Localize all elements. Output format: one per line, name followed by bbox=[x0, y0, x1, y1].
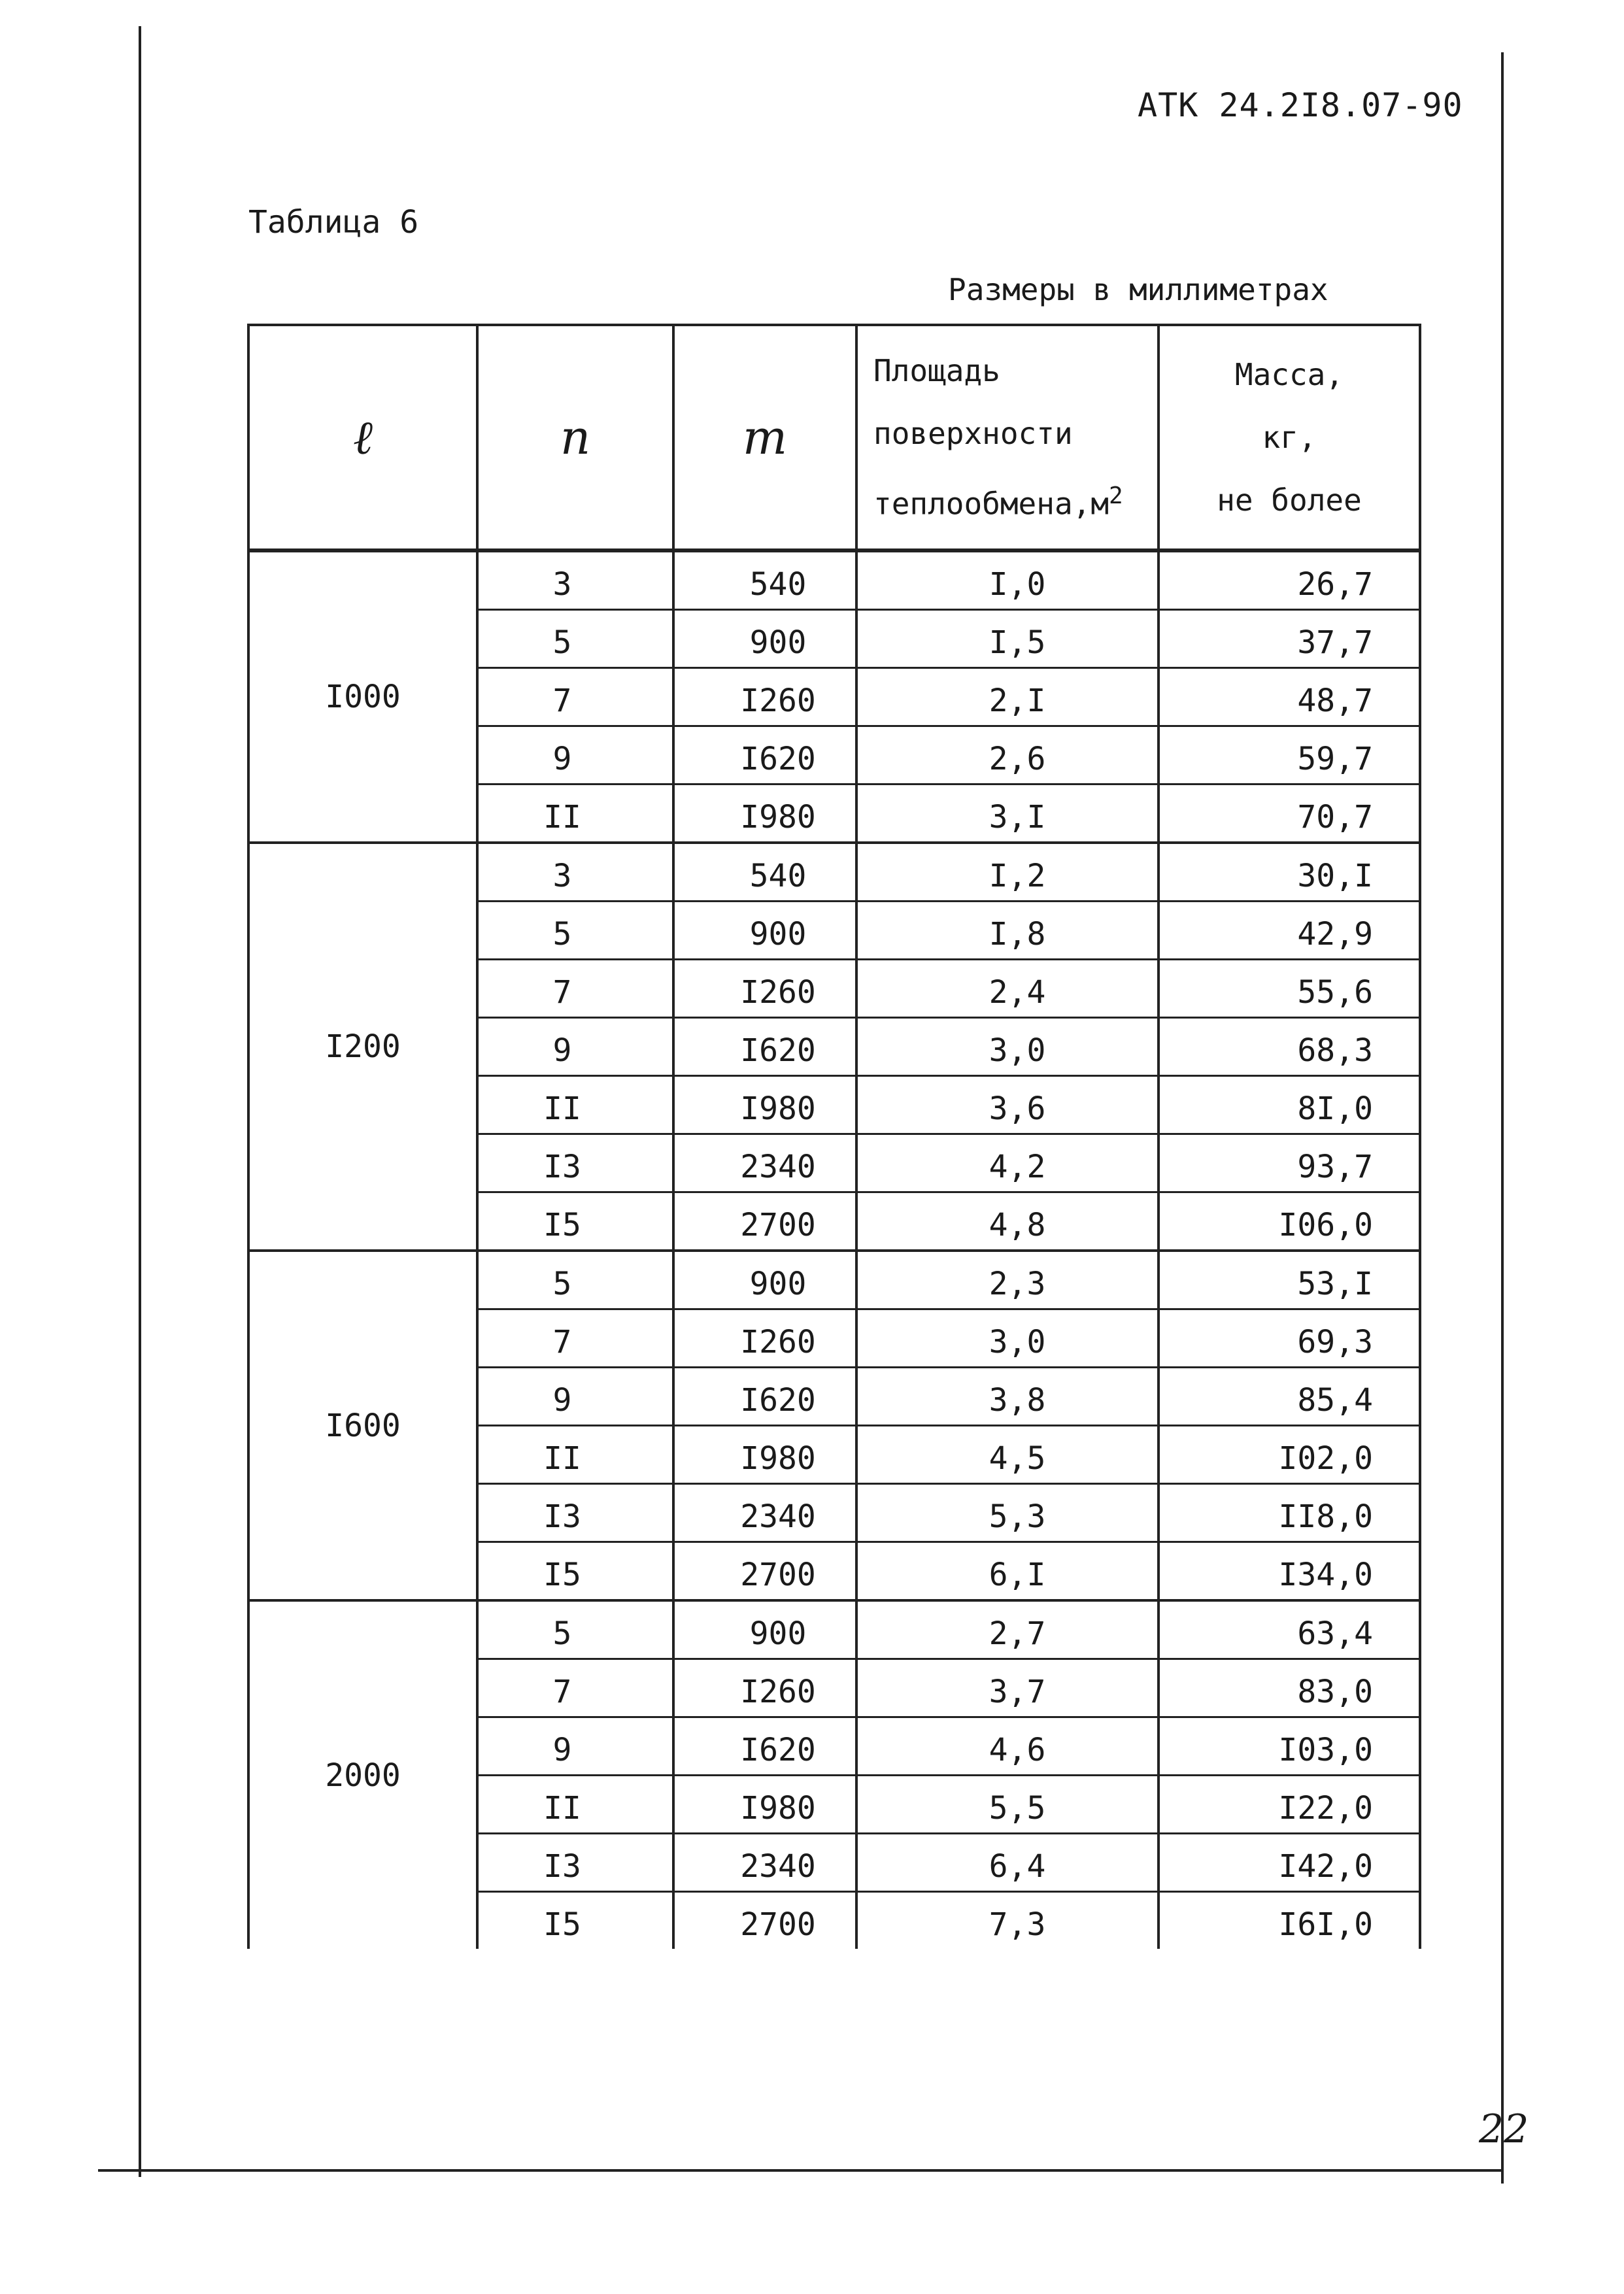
cell-area: 2,6 bbox=[856, 726, 1159, 784]
cell-m: I620 bbox=[673, 1018, 856, 1076]
header-n: n bbox=[477, 325, 673, 550]
table-body bbox=[248, 550, 1420, 1949]
cell-m: I260 bbox=[673, 668, 856, 726]
cell-n: I5 bbox=[477, 1542, 673, 1601]
cell-m: I620 bbox=[673, 1368, 856, 1426]
header-mass-line1: Масса, bbox=[1234, 357, 1344, 392]
cell-n: II bbox=[477, 1776, 673, 1834]
cell-l: I200 bbox=[248, 843, 477, 1251]
cell-mass: I06,0 bbox=[1159, 1192, 1420, 1251]
cell-l: 2000 bbox=[248, 1600, 477, 1949]
cell-area: 3,0 bbox=[856, 1309, 1159, 1368]
frame-line-left bbox=[139, 26, 141, 2177]
cell-mass: I6I,0 bbox=[1159, 1892, 1420, 1949]
cell-area: 3,8 bbox=[856, 1368, 1159, 1426]
cell-mass: 63,4 bbox=[1159, 1600, 1420, 1659]
cell-m: 540 bbox=[673, 550, 856, 610]
cell-n: 9 bbox=[477, 1717, 673, 1776]
cell-mass: I22,0 bbox=[1159, 1776, 1420, 1834]
cell-mass: 42,9 bbox=[1159, 902, 1420, 960]
cell-mass: 8I,0 bbox=[1159, 1076, 1420, 1134]
cell-n: 5 bbox=[477, 610, 673, 668]
cell-l: I000 bbox=[248, 550, 477, 843]
cell-m: I620 bbox=[673, 726, 856, 784]
cell-n: 7 bbox=[477, 1659, 673, 1717]
cell-mass: 30,I bbox=[1159, 843, 1420, 902]
cell-m: 2700 bbox=[673, 1892, 856, 1949]
cell-m: 900 bbox=[673, 1251, 856, 1309]
table-row bbox=[248, 1600, 1420, 1659]
cell-n: I3 bbox=[477, 1134, 673, 1192]
cell-n: 5 bbox=[477, 902, 673, 960]
cell-n: II bbox=[477, 784, 673, 843]
cell-m: 2700 bbox=[673, 1542, 856, 1601]
cell-area: 2,4 bbox=[856, 960, 1159, 1018]
header-area-line1: Площадь bbox=[873, 353, 1000, 389]
cell-n: I3 bbox=[477, 1484, 673, 1542]
cell-mass: 48,7 bbox=[1159, 668, 1420, 726]
cell-mass: 85,4 bbox=[1159, 1368, 1420, 1426]
cell-n: 7 bbox=[477, 1309, 673, 1368]
cell-area: 6,I bbox=[856, 1542, 1159, 1601]
cell-mass: I03,0 bbox=[1159, 1717, 1420, 1776]
cell-mass: I42,0 bbox=[1159, 1834, 1420, 1892]
header-mass-line2: кг, bbox=[1262, 420, 1317, 455]
cell-n: 9 bbox=[477, 726, 673, 784]
cell-mass: 59,7 bbox=[1159, 726, 1420, 784]
units-note: Размеры в миллиметрах bbox=[948, 272, 1328, 307]
cell-area: I,8 bbox=[856, 902, 1159, 960]
cell-n: I5 bbox=[477, 1192, 673, 1251]
cell-mass: 93,7 bbox=[1159, 1134, 1420, 1192]
cell-area: 4,5 bbox=[856, 1426, 1159, 1484]
cell-mass: 69,3 bbox=[1159, 1309, 1420, 1368]
cell-area: 3,0 bbox=[856, 1018, 1159, 1076]
cell-area: 4,2 bbox=[856, 1134, 1159, 1192]
cell-n: 3 bbox=[477, 550, 673, 610]
cell-mass: I02,0 bbox=[1159, 1426, 1420, 1484]
header-heat-exchange-area bbox=[856, 325, 1159, 550]
table-row bbox=[248, 843, 1420, 902]
cell-m: I620 bbox=[673, 1717, 856, 1776]
frame-line-bottom bbox=[98, 2169, 1504, 2172]
header-mass-line3: не более bbox=[1217, 482, 1362, 518]
cell-n: 3 bbox=[477, 843, 673, 902]
table-row bbox=[248, 550, 1420, 610]
table-caption: Таблица 6 bbox=[248, 204, 419, 241]
dimensions-table bbox=[247, 324, 1421, 1949]
header-row bbox=[248, 325, 1420, 550]
cell-area: 5,3 bbox=[856, 1484, 1159, 1542]
cell-area: 6,4 bbox=[856, 1834, 1159, 1892]
cell-area: 7,3 bbox=[856, 1892, 1159, 1949]
cell-l: I600 bbox=[248, 1251, 477, 1600]
cell-m: I260 bbox=[673, 1309, 856, 1368]
cell-m: 540 bbox=[673, 843, 856, 902]
cell-n: 9 bbox=[477, 1018, 673, 1076]
cell-area: 4,6 bbox=[856, 1717, 1159, 1776]
cell-area: 5,5 bbox=[856, 1776, 1159, 1834]
cell-n: II bbox=[477, 1076, 673, 1134]
cell-m: I260 bbox=[673, 1659, 856, 1717]
cell-mass: 68,3 bbox=[1159, 1018, 1420, 1076]
cell-mass: 83,0 bbox=[1159, 1659, 1420, 1717]
cell-n: II bbox=[477, 1426, 673, 1484]
cell-area: 2,I bbox=[856, 668, 1159, 726]
cell-area: I,5 bbox=[856, 610, 1159, 668]
cell-m: 900 bbox=[673, 1600, 856, 1659]
cell-n: 9 bbox=[477, 1368, 673, 1426]
cell-m: I980 bbox=[673, 1076, 856, 1134]
cell-mass: 26,7 bbox=[1159, 550, 1420, 610]
cell-mass: 70,7 bbox=[1159, 784, 1420, 843]
cell-m: I980 bbox=[673, 1776, 856, 1834]
cell-m: 900 bbox=[673, 610, 856, 668]
cell-mass: 37,7 bbox=[1159, 610, 1420, 668]
cell-mass: I34,0 bbox=[1159, 1542, 1420, 1601]
cell-area: 2,3 bbox=[856, 1251, 1159, 1309]
document-code: АТК 24.2I8.07-90 bbox=[1138, 86, 1463, 124]
cell-n: I3 bbox=[477, 1834, 673, 1892]
cell-area: I,2 bbox=[856, 843, 1159, 902]
cell-m: I980 bbox=[673, 784, 856, 843]
cell-n: 5 bbox=[477, 1600, 673, 1659]
table-header bbox=[248, 325, 1420, 550]
cell-area: 3,I bbox=[856, 784, 1159, 843]
cell-m: 2340 bbox=[673, 1134, 856, 1192]
cell-mass: 53,I bbox=[1159, 1251, 1420, 1309]
header-area-unit-exponent: 2 bbox=[1109, 482, 1123, 510]
cell-m: 2700 bbox=[673, 1192, 856, 1251]
table-row bbox=[248, 1251, 1420, 1309]
page-number: 22 bbox=[1479, 2106, 1529, 2152]
header-l: ℓ bbox=[248, 325, 477, 550]
cell-n: 5 bbox=[477, 1251, 673, 1309]
cell-n: I5 bbox=[477, 1892, 673, 1949]
cell-m: 2340 bbox=[673, 1834, 856, 1892]
frame-line-right bbox=[1501, 52, 1504, 2184]
header-m: m bbox=[673, 325, 856, 550]
header-area-line3: теплообмена,м bbox=[873, 486, 1109, 522]
cell-area: I,0 bbox=[856, 550, 1159, 610]
header-mass bbox=[1159, 325, 1420, 550]
cell-m: I260 bbox=[673, 960, 856, 1018]
cell-m: I980 bbox=[673, 1426, 856, 1484]
cell-m: 900 bbox=[673, 902, 856, 960]
cell-mass: II8,0 bbox=[1159, 1484, 1420, 1542]
cell-mass: 55,6 bbox=[1159, 960, 1420, 1018]
header-area-line2: поверхности bbox=[873, 416, 1073, 452]
cell-m: 2340 bbox=[673, 1484, 856, 1542]
cell-area: 3,7 bbox=[856, 1659, 1159, 1717]
cell-n: 7 bbox=[477, 960, 673, 1018]
cell-area: 4,8 bbox=[856, 1192, 1159, 1251]
cell-area: 3,6 bbox=[856, 1076, 1159, 1134]
cell-n: 7 bbox=[477, 668, 673, 726]
cell-area: 2,7 bbox=[856, 1600, 1159, 1659]
